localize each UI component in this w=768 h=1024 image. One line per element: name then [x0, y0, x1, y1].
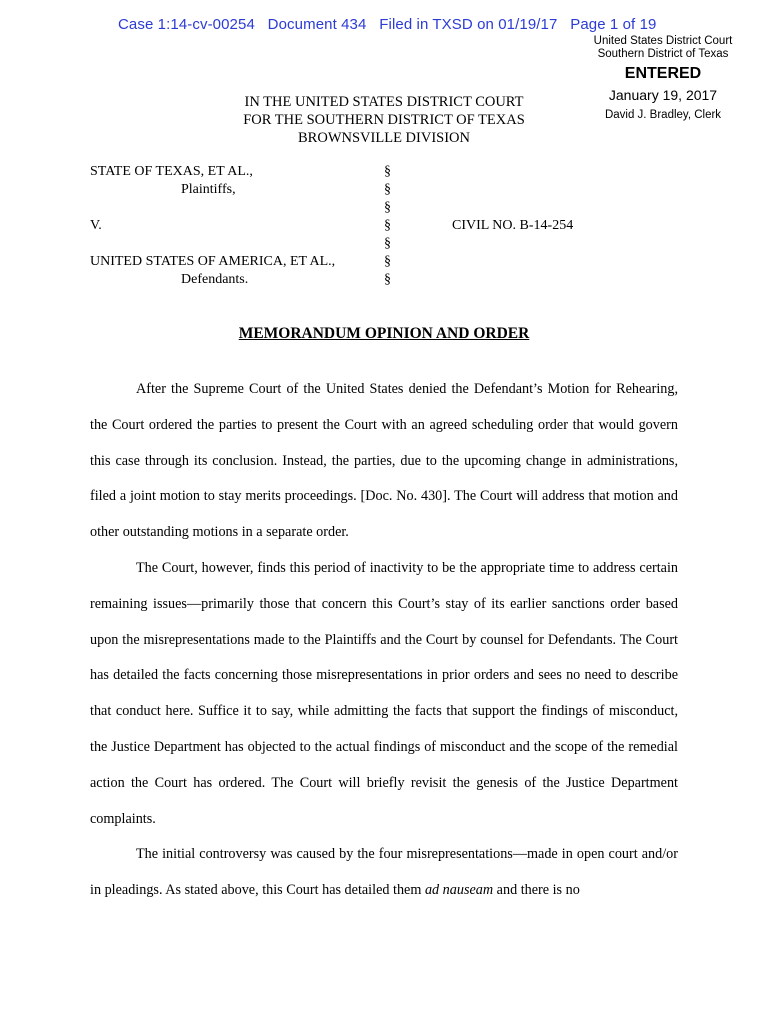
stamp-court-line2: Southern District of Texas: [597, 48, 729, 60]
section-mark: §: [384, 182, 391, 197]
caption-plaintiff: STATE OF TEXAS, ET AL.,: [90, 164, 253, 179]
case-caption: [90, 164, 690, 294]
section-mark: §: [384, 218, 391, 233]
caption-defendant: UNITED STATES OF AMERICA, ET AL.,: [90, 254, 336, 269]
civil-number: CIVIL NO. B-14-254: [452, 218, 574, 233]
section-mark: §: [384, 272, 391, 287]
section-mark: §: [384, 200, 391, 215]
caption-defendant-role: Defendants.: [181, 272, 249, 287]
paragraph-3-italic: ad nauseam: [424, 882, 494, 899]
stamp-clerk: David J. Bradley, Clerk: [604, 109, 722, 121]
stamp-date: January 19, 2017: [608, 87, 718, 103]
paragraph-2: The Court, however, finds this period of inactivity to be the appropriate time to address certain remaining issues—primarily those that concern this Court’s stay of its earlier sanctions order based upon the misrepresentations made to the Plaintiffs and the Court by counsel for Defendants. The Court has detailed the facts concerning those misrepresentations in prior orders and sees no need to describe that conduct here. Suffice it to say, while admitting the facts that support the findings of misconduct, the Justice Department has objected to the actual findings of misconduct and the scope of the remedial action the Court has ordered. The Court will briefly revisit the genesis of the Justice Department complaints.: [90, 559, 678, 827]
paragraph-3-start: The initial controversy was caused by the four misrepresentations—made in open court and/or in pleadings. As stated above, this Court has detailed them: [90, 846, 678, 899]
court-heading-line2: FOR THE SOUTHERN DISTRICT OF TEXAS: [243, 112, 525, 128]
paragraph-3: [90, 837, 678, 909]
court-heading: [200, 93, 568, 147]
section-mark: §: [384, 254, 391, 269]
entered-stamp: [580, 35, 746, 122]
stamp-court-line1: United States District Court: [593, 35, 733, 47]
section-mark: §: [384, 164, 391, 179]
court-heading-line3: BROWNSVILLE DIVISION: [298, 130, 470, 146]
body-text: [90, 372, 678, 909]
document-title: MEMORANDUM OPINION AND ORDER: [238, 325, 530, 342]
stamp-status: ENTERED: [624, 65, 702, 82]
caption-versus: V.: [90, 218, 102, 233]
paragraph-1: After the Supreme Court of the United States denied the Defendant’s Motion for Rehearing, the Court ordered the parties to present the Court with an agreed scheduling order that would govern this case through its conclusion. Instead, the parties, due to the upcoming change in administrations, filed a joint motion to stay merits proceedings. [Doc. No. 430]. The Court will address that motion and other outstanding motions in a separate order.: [90, 381, 678, 541]
paragraph-3-end: and there is no: [493, 882, 580, 899]
case-header: Case 1:14-cv-00254 Document 434 Filed in TXSD on 01/19/17 Page 1 of 19: [118, 16, 657, 33]
section-mark: §: [384, 236, 391, 251]
court-heading-line1: IN THE UNITED STATES DISTRICT COURT: [244, 94, 524, 110]
caption-plaintiff-role: Plaintiffs,: [181, 182, 236, 197]
